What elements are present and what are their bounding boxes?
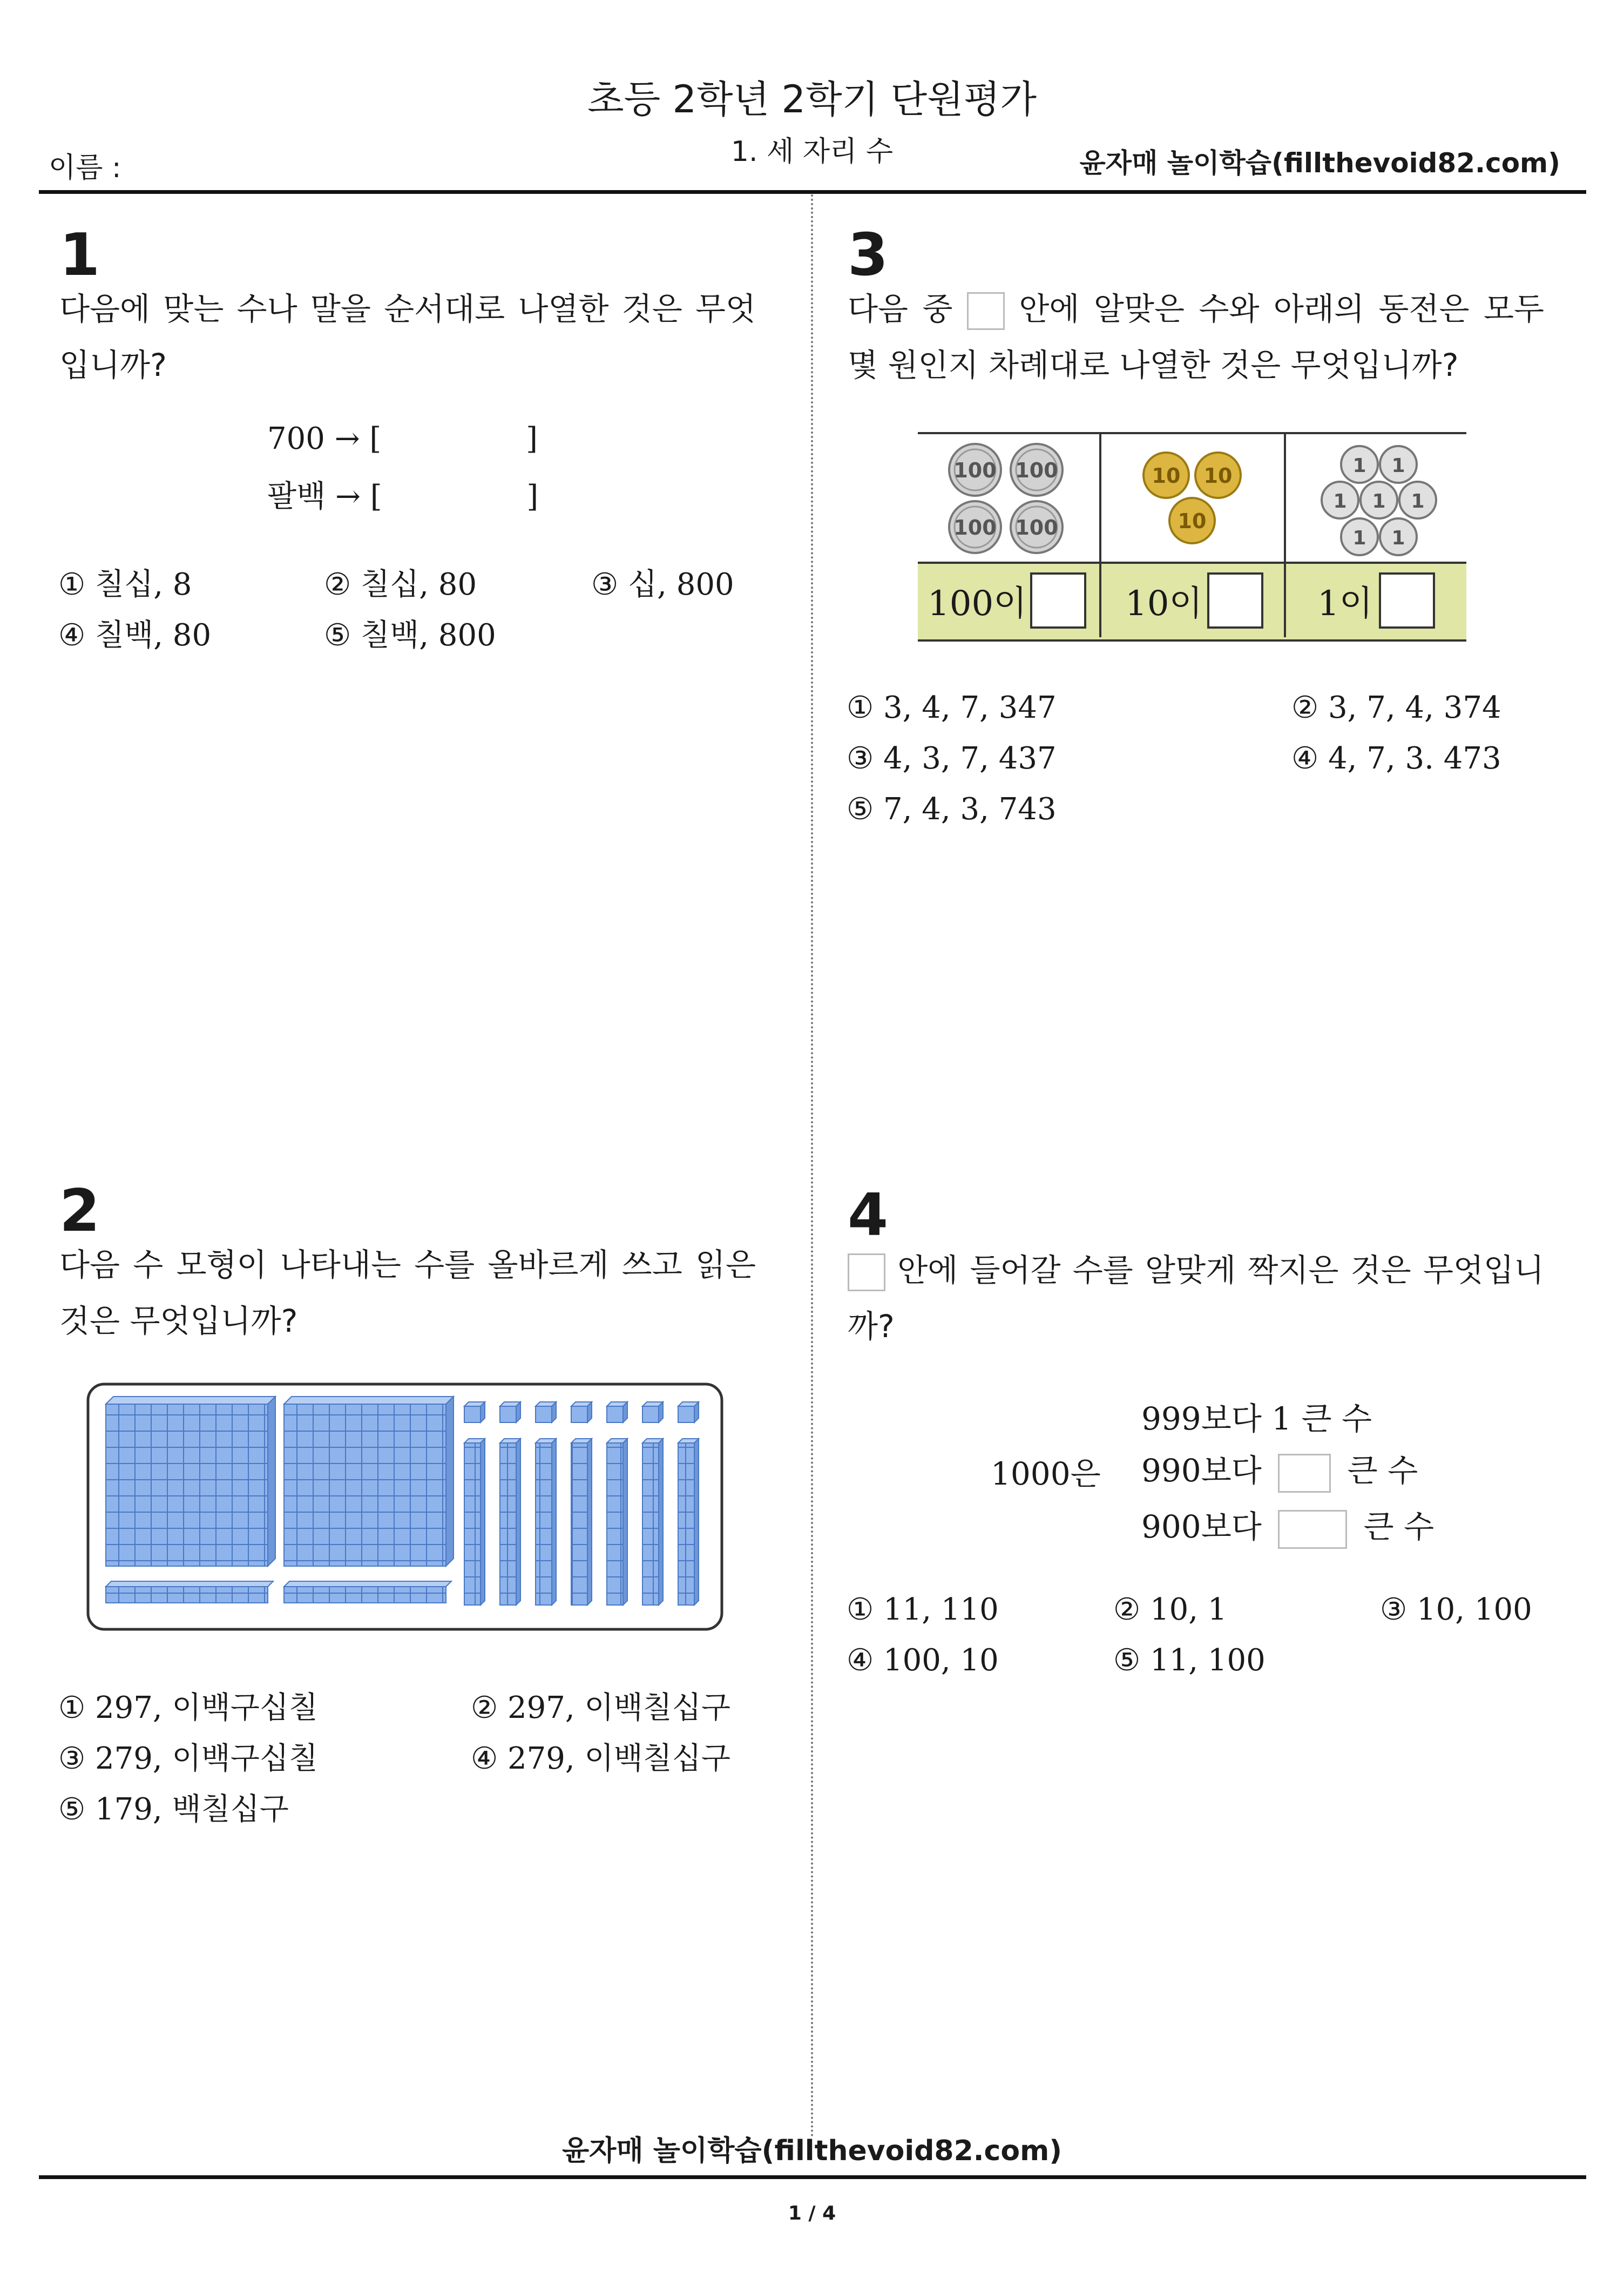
q4-lead: 1000은 xyxy=(991,1455,1101,1492)
q4-option-2[interactable]: ② 10, 1 xyxy=(1113,1592,1227,1627)
svg-text:1: 1 xyxy=(1372,490,1386,513)
question-4-number: 4 xyxy=(848,1182,889,1249)
coin-column-separator xyxy=(1284,434,1286,637)
question-3-text xyxy=(848,281,1544,393)
svg-text:10: 10 xyxy=(1178,509,1207,533)
q4-option-5[interactable]: ⑤ 11, 100 xyxy=(1113,1643,1266,1678)
coin-label-1: 1이 xyxy=(1317,584,1373,624)
svg-text:1: 1 xyxy=(1333,490,1347,513)
q2-option-2[interactable]: ② 297, 이백칠십구 xyxy=(471,1690,730,1725)
q2-option-5[interactable]: ⑤ 179, 백칠십구 xyxy=(58,1792,289,1827)
svg-text:1: 1 xyxy=(1391,455,1405,477)
svg-text:10: 10 xyxy=(1203,464,1233,488)
q3-option-4[interactable]: ④ 4, 7, 3. 473 xyxy=(1291,741,1501,776)
q4-line-2-text: 990보다 xyxy=(1141,1452,1262,1489)
coin-label-10: 10이 xyxy=(1125,584,1203,624)
svg-text:1: 1 xyxy=(1411,490,1425,513)
coin-label-100: 100이 xyxy=(928,584,1027,624)
q1-line-1-text: 700 → [ xyxy=(267,421,382,456)
q1-option-2[interactable]: ② 칠십, 80 xyxy=(324,567,477,602)
q1-line-2 xyxy=(267,473,538,516)
svg-text:1: 1 xyxy=(1352,455,1366,477)
q2-option-3[interactable]: ③ 279, 이백구십칠 xyxy=(58,1741,318,1776)
svg-text:100: 100 xyxy=(1015,516,1058,540)
q1-line-2-bracket: ] xyxy=(526,479,539,514)
question-4-text xyxy=(848,1242,1544,1354)
answer-blank-small xyxy=(1278,1454,1331,1493)
q1-option-5[interactable]: ⑤ 칠백, 800 xyxy=(324,618,496,653)
question-2-text: 다음 수 모형이 나타내는 수를 올바르게 쓰고 읽은 것은 무엇입니까? xyxy=(59,1246,756,1339)
question-3-number: 3 xyxy=(848,221,889,289)
svg-text:100: 100 xyxy=(953,516,997,540)
q4-line-3-suffix: 큰 수 xyxy=(1363,1508,1434,1545)
svg-text:100: 100 xyxy=(1015,458,1058,482)
q3-text-b: 안에 알맞은 수와 아래의 동전은 모두 몇 원인지 차례대로 나열한 것은 무엇입니까? xyxy=(848,291,1545,383)
footer-divider xyxy=(39,2175,1586,2179)
q4-line-2-suffix: 큰 수 xyxy=(1347,1452,1418,1489)
number-blocks-figure xyxy=(86,1383,723,1631)
coin-column-separator xyxy=(1099,434,1101,637)
question-2-number: 2 xyxy=(59,1177,100,1245)
ten-rod xyxy=(284,1581,451,1603)
q4-line-3 xyxy=(1141,1501,1434,1549)
q4-line-1: 999보다 1 큰 수 xyxy=(1141,1400,1372,1437)
q1-line-1 xyxy=(267,421,538,456)
q1-option-1[interactable]: ① 칠십, 8 xyxy=(58,567,192,602)
unit-subtitle: 1. 세 자리 수 xyxy=(730,136,894,168)
svg-text:10: 10 xyxy=(1152,464,1181,488)
answer-blank-box xyxy=(848,1253,885,1291)
q1-line-2-text: 팔백 → [ xyxy=(267,479,382,514)
svg-text:1: 1 xyxy=(1391,527,1405,549)
hundred-flat xyxy=(106,1397,275,1566)
ten-rod xyxy=(106,1581,273,1603)
q4-option-4[interactable]: ④ 100, 10 xyxy=(847,1643,999,1678)
page-title: 초등 2학년 2학기 단원평가 xyxy=(587,77,1037,122)
q4-text: 안에 들어갈 수를 알맞게 짝지은 것은 무엇입니까? xyxy=(848,1252,1545,1345)
question-1-number: 1 xyxy=(59,221,100,289)
coin-count-row xyxy=(918,562,1466,642)
q3-text-a: 다음 중 xyxy=(848,291,953,327)
q4-option-3[interactable]: ③ 10, 100 xyxy=(1380,1592,1532,1627)
q2-option-1[interactable]: ① 297, 이백구십칠 xyxy=(58,1690,318,1725)
page-number: 1 / 4 xyxy=(788,2202,836,2224)
header-brand: 윤자매 놀이학습(fillthevoid82.com) xyxy=(1079,147,1560,179)
header-divider xyxy=(39,190,1586,194)
answer-blank-100 xyxy=(1030,572,1086,629)
question-1-text: 다음에 맞는 수나 말을 순서대로 나열한 것은 무엇입니까? xyxy=(59,291,756,383)
q3-option-2[interactable]: ② 3, 7, 4, 374 xyxy=(1291,690,1501,725)
q3-option-1[interactable]: ① 3, 4, 7, 347 xyxy=(847,690,1057,725)
svg-text:1: 1 xyxy=(1352,527,1366,549)
q2-option-4[interactable]: ④ 279, 이백칠십구 xyxy=(471,1741,730,1776)
q1-option-3[interactable]: ③ 십, 800 xyxy=(591,567,734,602)
q4-line-3-text: 900보다 xyxy=(1141,1508,1262,1545)
coin-table xyxy=(918,432,1466,637)
hundred-flat xyxy=(284,1397,454,1566)
footer-brand: 윤자매 놀이학습(fillthevoid82.com) xyxy=(561,2135,1063,2167)
q3-option-3[interactable]: ③ 4, 3, 7, 437 xyxy=(847,741,1057,776)
q1-line-1-bracket: ] xyxy=(526,421,538,456)
name-label: 이름 : xyxy=(49,152,121,184)
answer-blank-1 xyxy=(1379,572,1435,629)
answer-blank-box xyxy=(967,292,1005,330)
ten-rods-vertical xyxy=(464,1439,699,1605)
answer-blank-10 xyxy=(1207,572,1263,629)
svg-text:100: 100 xyxy=(953,458,997,482)
q4-option-1[interactable]: ① 11, 110 xyxy=(847,1592,999,1627)
column-divider xyxy=(811,194,813,2139)
q4-line-2 xyxy=(1141,1445,1418,1493)
q1-option-4[interactable]: ④ 칠백, 80 xyxy=(58,618,212,653)
answer-blank-wide xyxy=(1278,1510,1347,1549)
q3-option-5[interactable]: ⑤ 7, 4, 3, 743 xyxy=(847,792,1057,827)
